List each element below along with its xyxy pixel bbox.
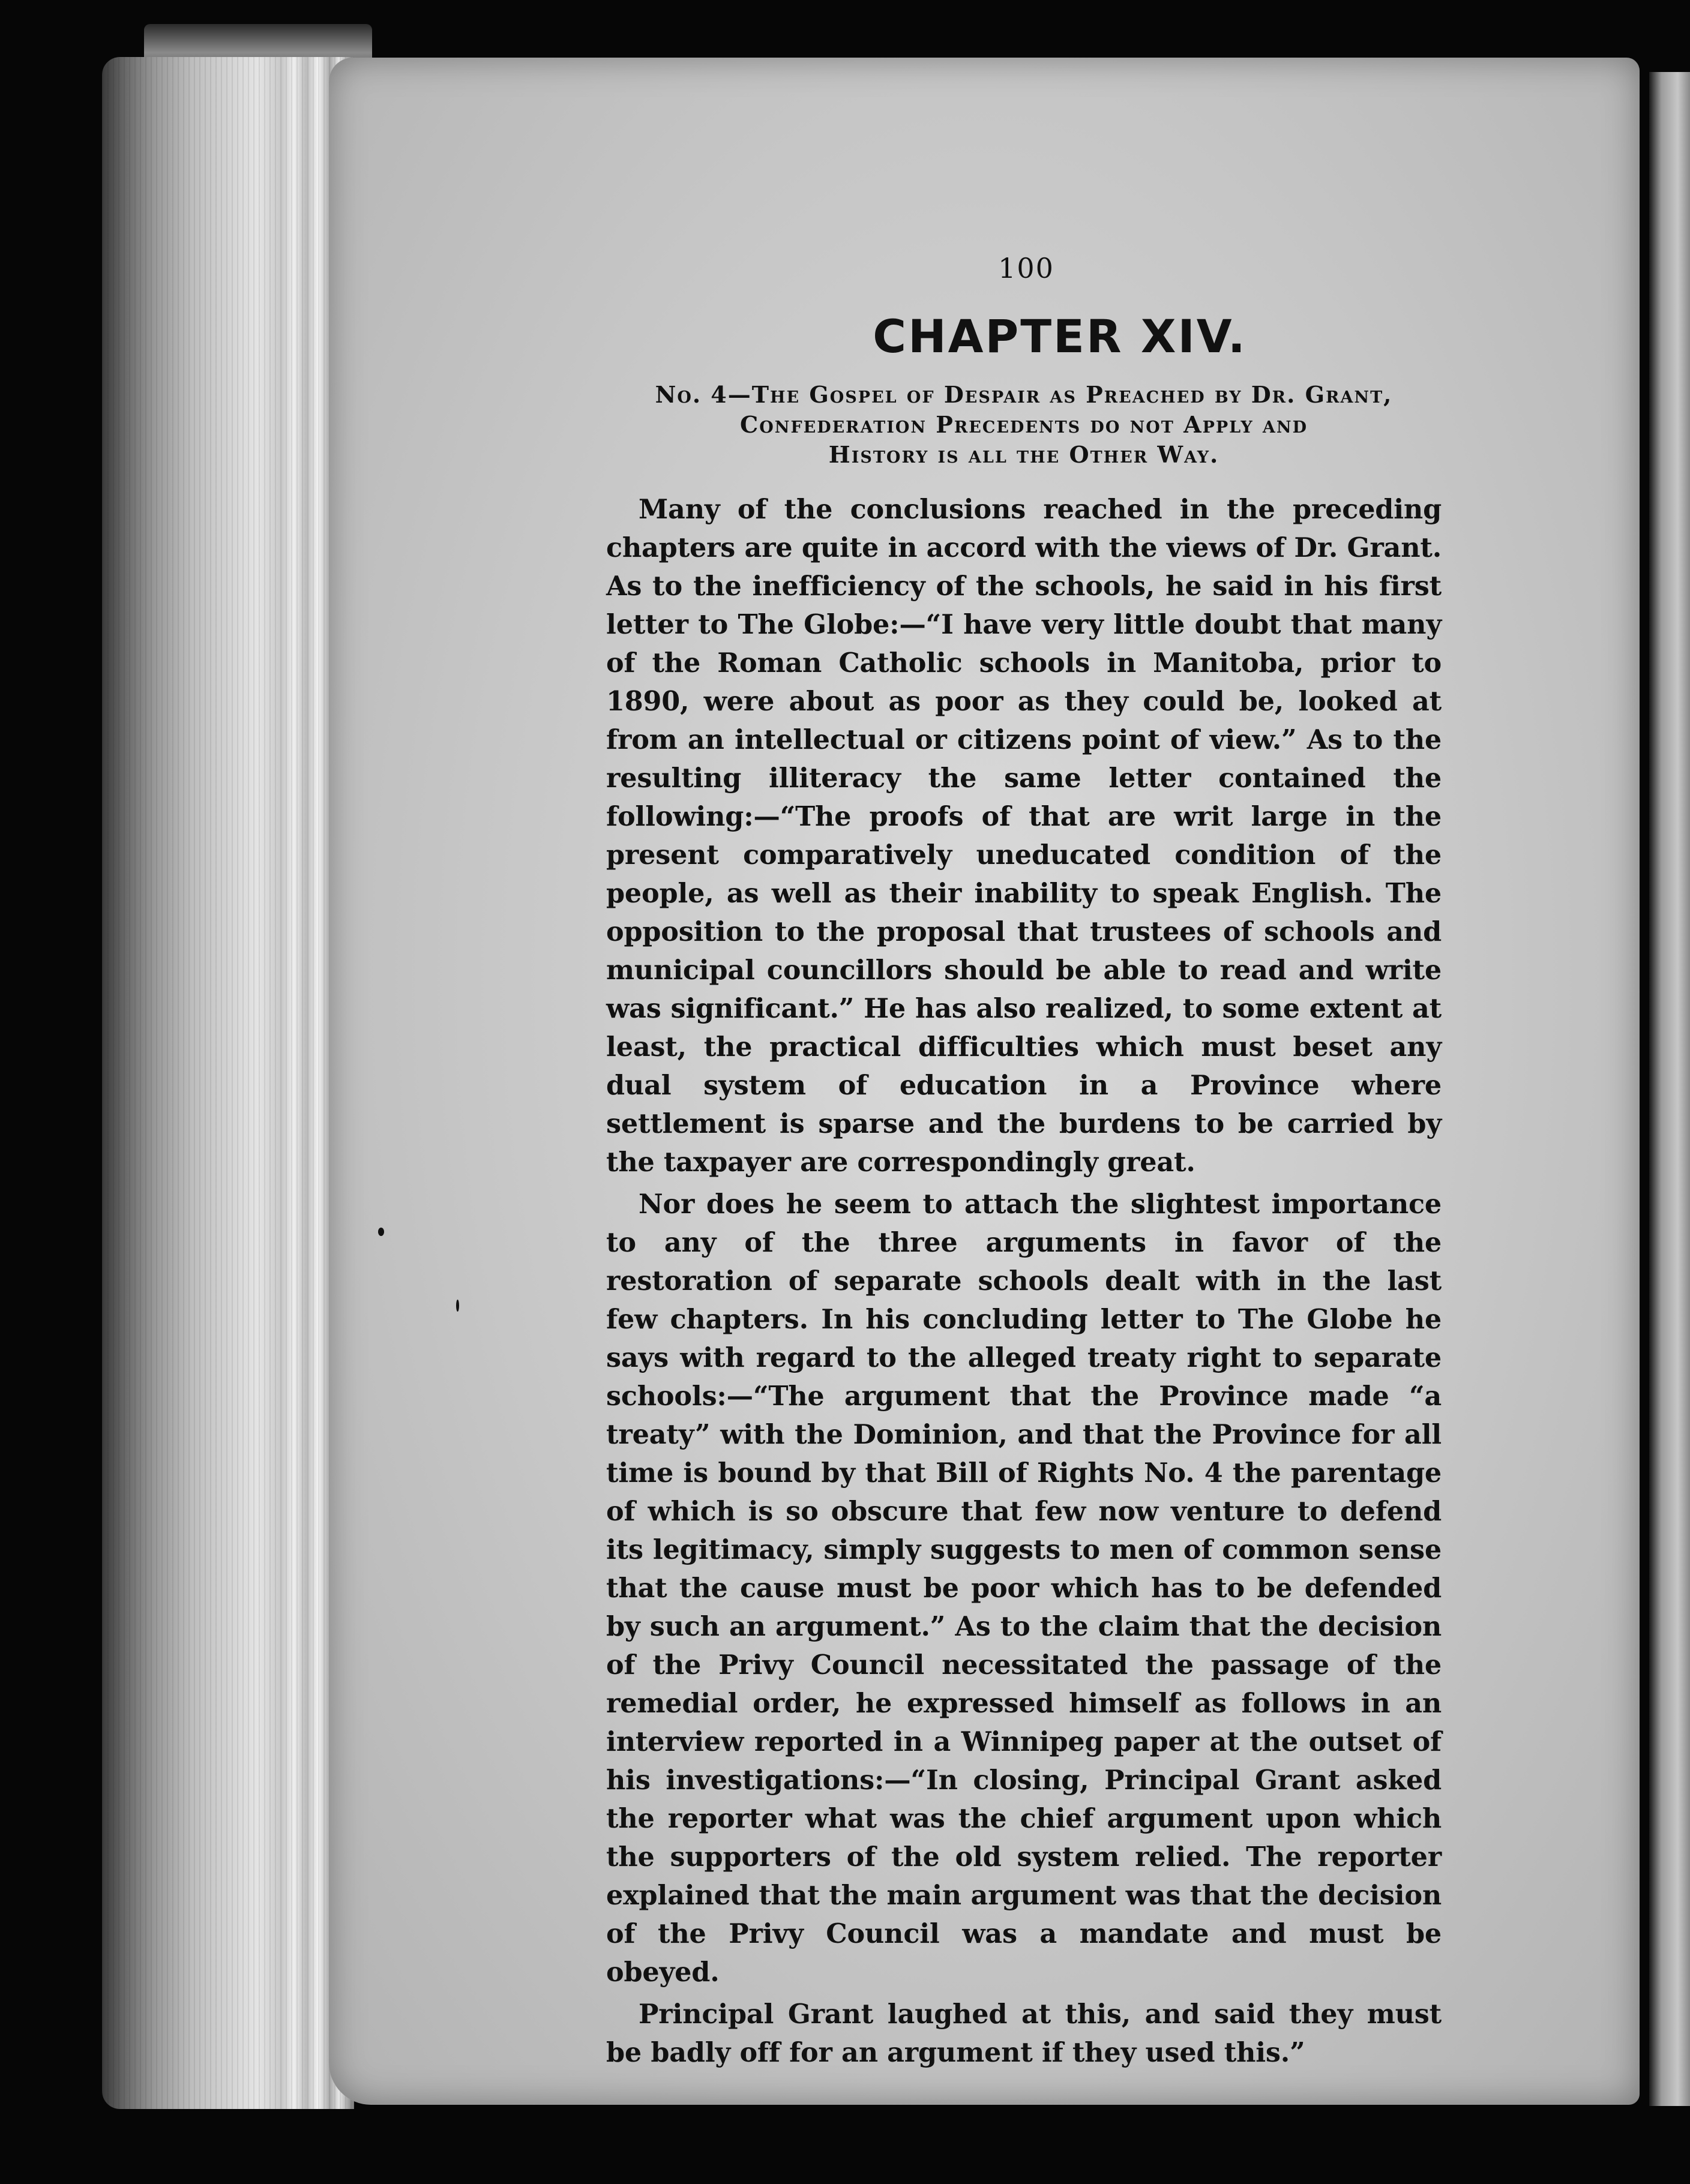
- body-paragraph: Principal Grant laughed at this, and said they must be badly off for an argument if they used this.”: [606, 1999, 1442, 2068]
- subtitle-line: No. 4—The Gospel of Despair as Preached by Dr. Grant,: [655, 381, 1393, 408]
- body-paragraph: Nor does he seem to attach the slightest importance to any of the three arguments in favor of the restoration of separate schools dealt with in the last few chapters. In his concluding letter to The Globe he says with regard to the alleged treaty right to separate schools:—“The argument that the Province made “a treaty” with the Dominion, and that the Province for all time is bound by that Bill of Rights No. 4 the parentage of which is so obscure that few now venture to defend its legitimacy, simply suggests to men of common sense that the cause must be poor which has to be defended by such an argument.” As to the claim that the decision of the Privy Council necessitated the passage of the remedial order, he expressed himself as follows in an interview reported in a Winnipeg paper at the outset of his investigations:—“In closing, Principal Grant asked the reporter what was the chief argument upon which the supporters of the old system relied. The reporter explained that the main argument was that the decision of the Privy Council was a mandate and must be obeyed.: [606, 1189, 1442, 1988]
- print-speck: [456, 1300, 459, 1312]
- body-paragraph: Many of the conclusions reached in the preceding chapters are quite in accord with the views of Dr. Grant. As to the inefficiency of the schools, he said in his first letter to The Globe:—“I have very little doubt that many of the Roman Catholic schools in Manitoba, prior to 1890, were about as poor as they could be, looked at from an intellectual or citizens point of view.” As to the resulting illiteracy the same letter contained the following:—“The proofs of that are writ large in the present comparatively uneducated condition of the people, as well as their inability to speak English. The opposition to the proposal that trustees of schools and municipal councillors should be able to read and write was significant.” He has also realized, to some extent at least, the practical difficulties which must beset any dual system of education in a Province where settlement is sparse and the burdens to be carried by the taxpayer are correspondingly great.: [606, 494, 1442, 1178]
- book-page-stack: [102, 57, 354, 2109]
- page-number: 100: [998, 252, 1054, 284]
- subtitle-line: History is all the Other Way.: [828, 441, 1219, 468]
- print-speck: [378, 1228, 384, 1236]
- facing-page-edge: [1649, 72, 1690, 2106]
- page-content: [606, 252, 1442, 2072]
- subtitle-line: Confederation Precedents do not Apply and: [740, 411, 1308, 438]
- chapter-title: CHAPTER XIV.: [873, 310, 1247, 363]
- chapter-subtitle: [606, 380, 1442, 470]
